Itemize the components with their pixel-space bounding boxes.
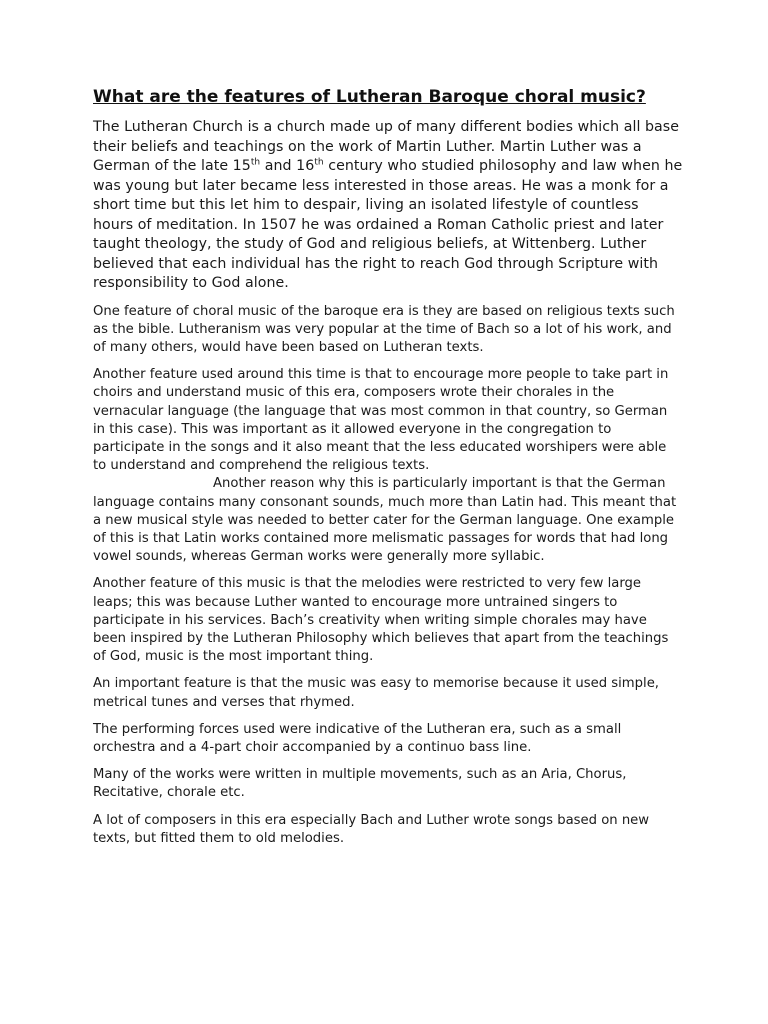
vernacular-text-1: Another feature used around this time is that to encourage more people to take part in choirs and understand music of this era, composers wrote their chorales in the vernacular language (the language that was most common in that country, so German in this case). This was important as it allowed everyone in the congregation to participate in the songs and it also meant that the less educated worshipers were able to understand and comprehend the religious texts.	[93, 367, 669, 474]
paragraph-movements: Many of the works were written in multiple movements, such as an Aria, Chorus, Recitative, chorale etc.	[93, 767, 627, 801]
document-page	[93, 86, 683, 857]
paragraph-memorise: An important feature is that the music was easy to memorise because it used simple, metrical tunes and verses that rhymed.	[93, 676, 659, 710]
intro-paragraph	[93, 118, 683, 294]
paragraph-performing-forces: The performing forces used were indicative of the Lutheran era, such as a small orchestra and a 4-part choir accompanied by a continuo bass line.	[93, 721, 622, 755]
intro-text-1: The Lutheran Church is a church made up of many different bodies which all base their beliefs and teachings on the work of Martin Luther. Martin Luther was a German of the late 15	[93, 119, 680, 174]
paragraph-religious-texts: One feature of choral music of the baroque era is they are based on religious texts such as the bible. Lutheranism was very popular at the time of Bach so a lot of his work, and of many others, would have been based on Lutheran texts.	[93, 303, 675, 355]
intro-text-2: and 16	[260, 158, 315, 174]
paragraph-old-melodies: A lot of composers in this era especially Bach and Luther wrote songs based on new texts, but fitted them to old melodies.	[93, 812, 650, 846]
intro-text-3: century who studied philosophy and law when he was young but later became less interested in those areas. He was a monk for a short time but this let him to despair, living an isolated lifestyle of countless hours of meditation. In 1507 he was ordained a Roman Catholic priest and later taught theology, the study of God and religious beliefs, at Wittenberg. Luther believed that each individual has the right to reach God through Scripture with responsibility to God alone.	[93, 158, 683, 291]
superscript-th-2: th	[314, 157, 324, 168]
superscript-th-1: th	[250, 157, 261, 168]
document-title: What are the features of Lutheran Baroque choral music?	[93, 87, 646, 107]
vernacular-text-2: Another reason why this is particularly important is that the German language contains many consonant sounds, much more than Latin had. This meant that a new musical style was needed to better cater for the German language. One example of this is that Latin works contained more melismatic passages for words that had long vowel sounds, whereas German works were generally more syllabic.	[93, 476, 677, 565]
paragraph-melodies: Another feature of this music is that the melodies were restricted to very few large leaps; this was because Luther wanted to encourage more untrained singers to participate in his services. Bach’s creativity when writing simple chorales may have been inspired by the Lutheran Philosophy which believes that apart from the teachings of God, music is the most important thing.	[93, 576, 669, 665]
paragraph-vernacular	[93, 366, 683, 566]
